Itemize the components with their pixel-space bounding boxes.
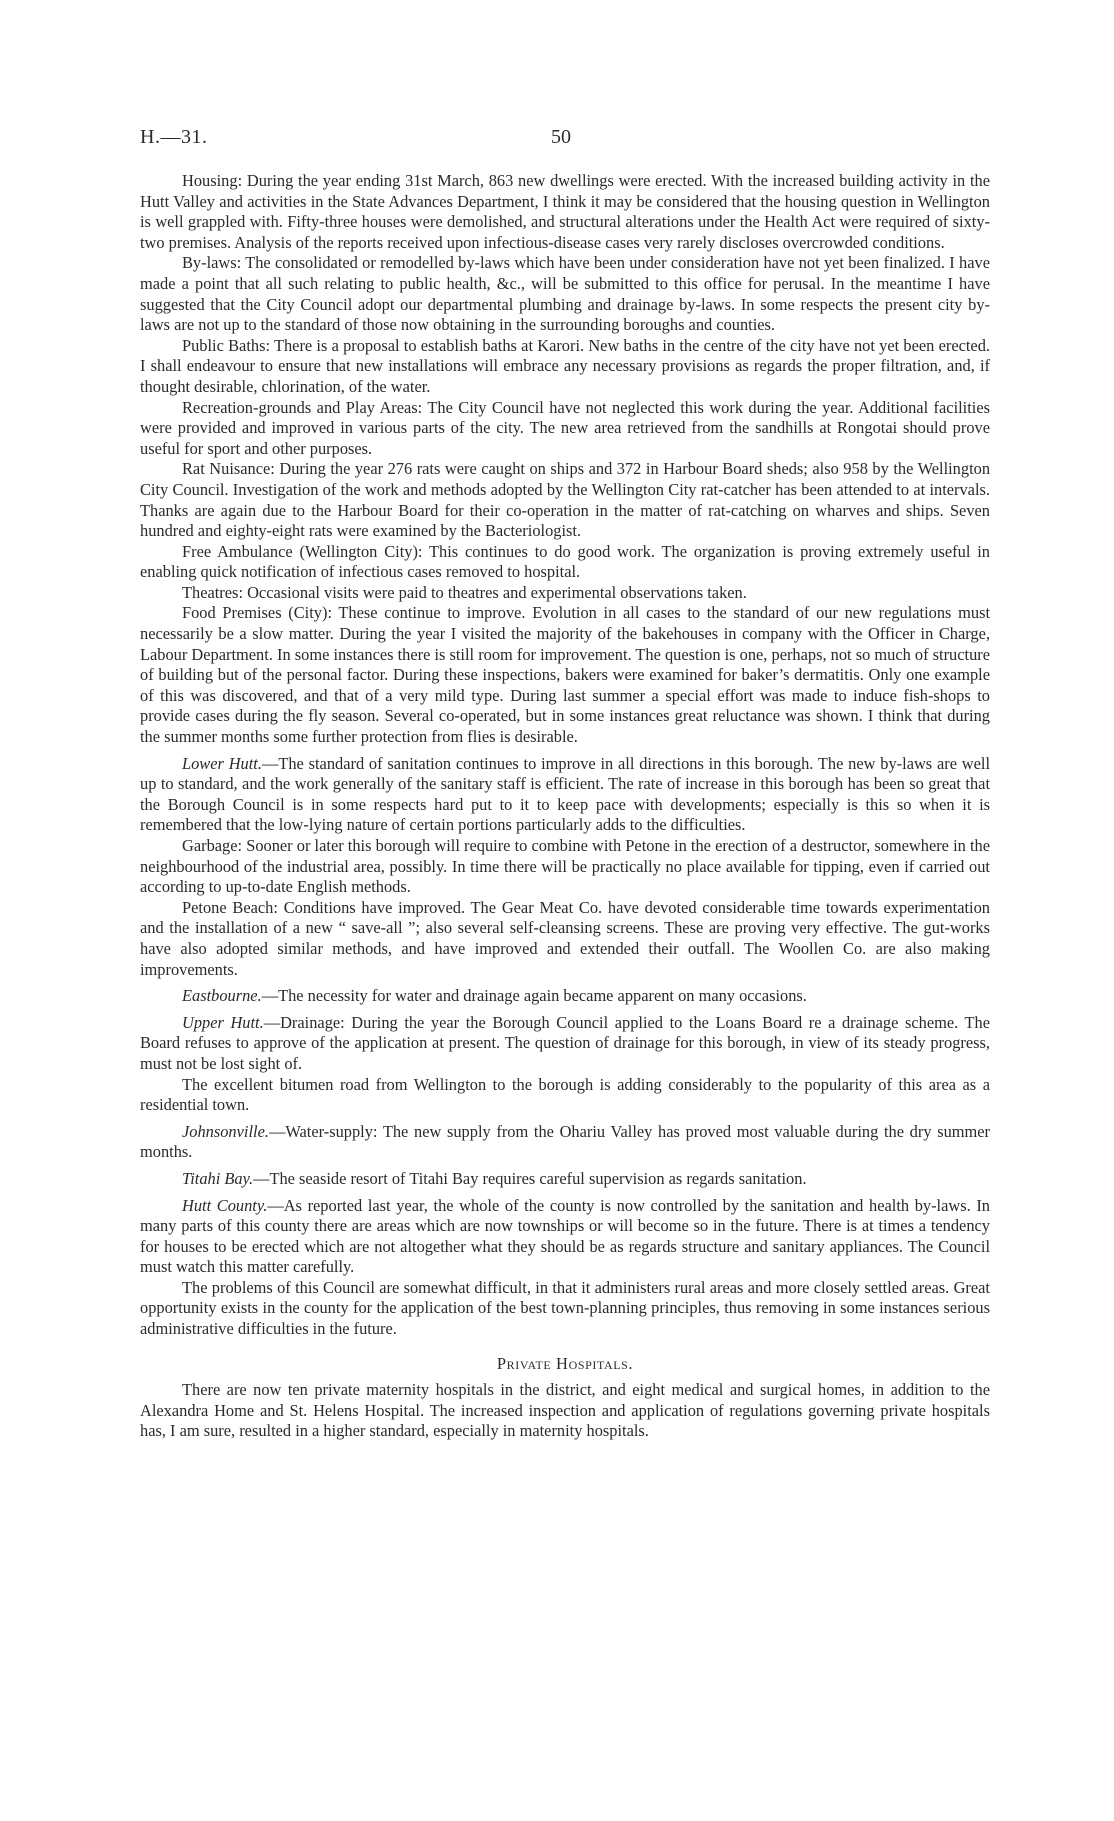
paragraph-text: : Conditions have improved. The Gear Meat Co. have devoted considerable time towards experimentation and the installation of a new “ save-all ”; also several self-cleansing screens. These are proving very effective. The gut-works have also adopted similar methods, and have improved and extended their outfall. The Woollen Co. are also making improvements. [140, 897, 990, 979]
paragraph-label: Theatres [182, 582, 239, 602]
paragraph [140, 986, 990, 1007]
paragraph [140, 459, 990, 541]
paragraph [140, 898, 990, 980]
paragraph-text: —Drainage: During the year the Borough Council applied to the Loans Board re a drainage scheme. The Board refuses to approve of the application at present. The question of drainage for this borough, in view of its steady progress, must not be lost sight of. [140, 1012, 990, 1073]
paragraph [140, 542, 990, 583]
paragraph [140, 253, 990, 335]
paragraph-text: —Water-supply: The new supply from the Ohariu Valley has proved most valuable during the dry summer months. [140, 1121, 990, 1162]
paragraph [140, 1278, 990, 1340]
paragraph [140, 1075, 990, 1116]
paragraph-label: Public Baths [182, 335, 266, 355]
place-heading: Johnsonville. [182, 1121, 269, 1141]
paragraph-text: —The seaside resort of Titahi Bay requires careful supervision as regards sanitation. [253, 1168, 807, 1188]
page-number: 50 [551, 126, 571, 148]
section-heading: Private Hospitals. [496, 1353, 634, 1373]
paragraph-text: —As reported last year, the whole of the county is now controlled by the sanitation and health by-laws. In many parts of this county there are areas which are now townships or will become so in the future. There is at times a tendency for houses to be erected which are not altogether what they should be as regards structure and sanitary appliances. The Council must watch this matter carefully. [140, 1195, 990, 1277]
paragraph-label: Housing [182, 171, 238, 190]
paragraph [140, 1122, 990, 1163]
document-reference: H.—31. [140, 126, 208, 148]
paragraph [140, 583, 990, 604]
paragraph [140, 603, 990, 747]
paragraph [140, 398, 990, 460]
paragraph-text: There are now ten private maternity hospitals in the district, and eight medical and surgical homes, in addition to the Alexandra Home and St. Helens Hospital. The increased inspection and application of regulations governing private hospitals has, I am sure, resulted in a higher standard, especially in maternity hospitals. [140, 1380, 990, 1441]
paragraph [140, 171, 990, 253]
paragraph-text: : The consolidated or remodelled by-laws which have been under consideration have not yet been finalized. I have made a point that all such relating to public health, &c., will be submitted to this office for perusal. In the meantime I have suggested that the City Council adopt our departmental plumbing and drainage by-laws. In some respects the present city by-laws are not up to the standard of those now obtaining in the surrounding boroughs and counties. [140, 253, 990, 335]
paragraph-text: The problems of this Council are somewhat difficult, in that it administers rural areas and more closely settled areas. Great opportunity exists in the county for the application of the best town-planning principles, thus removing in some instances serious administrative difficulties in the future. [140, 1277, 990, 1339]
main-paragraphs [140, 171, 990, 1340]
paragraph-text: : There is a proposal to establish baths at Karori. New baths in the centre of the city have not yet been erected. I shall endeavour to ensure that new installations will embrace any necessary provisions as regards the proper filtration, and, if thought desirable, chlorination, of the water. [140, 335, 990, 396]
paragraph [140, 754, 990, 836]
paragraph-text: : These continue to improve. Evolution in all cases to the standard of our new regulations must necessarily be a slow matter. During the year I visited the majority of the bakehouses in company with the Officer in Charge, Labour Department. In some instances there is still room for improvement. The question is one, perhaps, not so much of structure of building but of the personal factor. During these inspections, bakers were examined for baker’s dermatitis. Only one example of this was discovered, and that of a very mild type. During last summer a special effort was made to induce fish-shops to provide cases during the fly season. Several co-operated, but in some instances great reluctance was shown. I think that during the summer months some further protection from flies is desirable. [140, 603, 991, 747]
paragraph-text: —The standard of sanitation continues to improve in all directions in this borough. The new by-laws are well up to standard, and the work generally of the sanitary staff is efficient. The rate of increase in this borough has been so great that the Borough Council is in some respects hard put to it to keep pace with developments; especially is this so when it is remembered that the low-lying nature of certain portions particularly adds to the difficulties. [140, 753, 991, 835]
paragraph-text: : The City Council have not neglected this work during the year. Additional facilities were provided and improved in various parts of the city. The new area retrieved from the sandhills at Rongotai should prove useful for sport and other purposes. [140, 397, 990, 458]
paragraph [140, 836, 990, 898]
place-heading: Titahi Bay. [182, 1168, 254, 1188]
document-body [140, 171, 990, 1442]
paragraph-text: The excellent bitumen road from Wellington to the borough is adding considerably to the popularity of this area as a residential town. [140, 1074, 990, 1115]
paragraph-label: Food Premises (City) [182, 603, 328, 623]
paragraph-text: —The necessity for water and drainage again became apparent on many occasions. [261, 986, 807, 1006]
paragraph-text: : During the year 276 rats were caught on ships and 372 in Harbour Board sheds; also 958 by the Wellington City Council. Investigation of the work and methods adopted by the Wellington City rat-catcher has been attended to at intervals. Thanks are again due to the Harbour Board for their co-operation in the matter of rat-catching on wharves and ships. Seven hundred and eighty-eight rats were examined by the Bacteriologist. [140, 459, 991, 541]
paragraph-label: Garbage [182, 836, 238, 855]
paragraph-label: Rat Nuisance [182, 459, 271, 479]
paragraph [140, 1380, 990, 1442]
paragraph-label: Free Ambulance (Wellington City) [182, 541, 418, 561]
paragraph-text: : This continues to do good work. The organization is proving extremely useful in enabling quick notification of infectious cases removed to hospital. [140, 541, 990, 582]
paragraph [140, 1013, 990, 1075]
paragraph-label: By-laws [182, 253, 237, 273]
place-heading: Eastbourne. [182, 986, 262, 1006]
paragraph [140, 1196, 990, 1278]
paragraph-label: Petone Beach [182, 897, 274, 917]
paragraph [140, 1169, 990, 1190]
paragraph-text: : Occasional visits were paid to theatres and experimental observations taken. [238, 582, 747, 602]
section-paragraphs [140, 1380, 990, 1442]
place-heading: Upper Hutt. [182, 1012, 264, 1032]
page-header [140, 126, 990, 156]
place-heading: Hutt County. [182, 1195, 268, 1215]
place-heading: Lower Hutt. [182, 753, 262, 773]
paragraph [140, 336, 990, 398]
paragraph-text: : Sooner or later this borough will require to combine with Petone in the erection of a destructor, somewhere in the neighbourhood of the industrial area, possibly. In time there will be practically no place available for tipping, even if carried out according to up-to-date English methods. [140, 836, 990, 897]
paragraph-text: : During the year ending 31st March, 863 new dwellings were erected. With the increased building activity in the Hutt Valley and activities in the State Advances Department, I think it may be considered that the housing question in Wellington is well grappled with. Fifty-three houses were demolished, and structural alterations under the Health Act were required of sixty-two premises. Analysis of the reports received upon infectious-disease cases very rarely discloses overcrowded conditions. [140, 171, 990, 252]
paragraph-label: Recreation-grounds and Play Areas [182, 397, 418, 417]
